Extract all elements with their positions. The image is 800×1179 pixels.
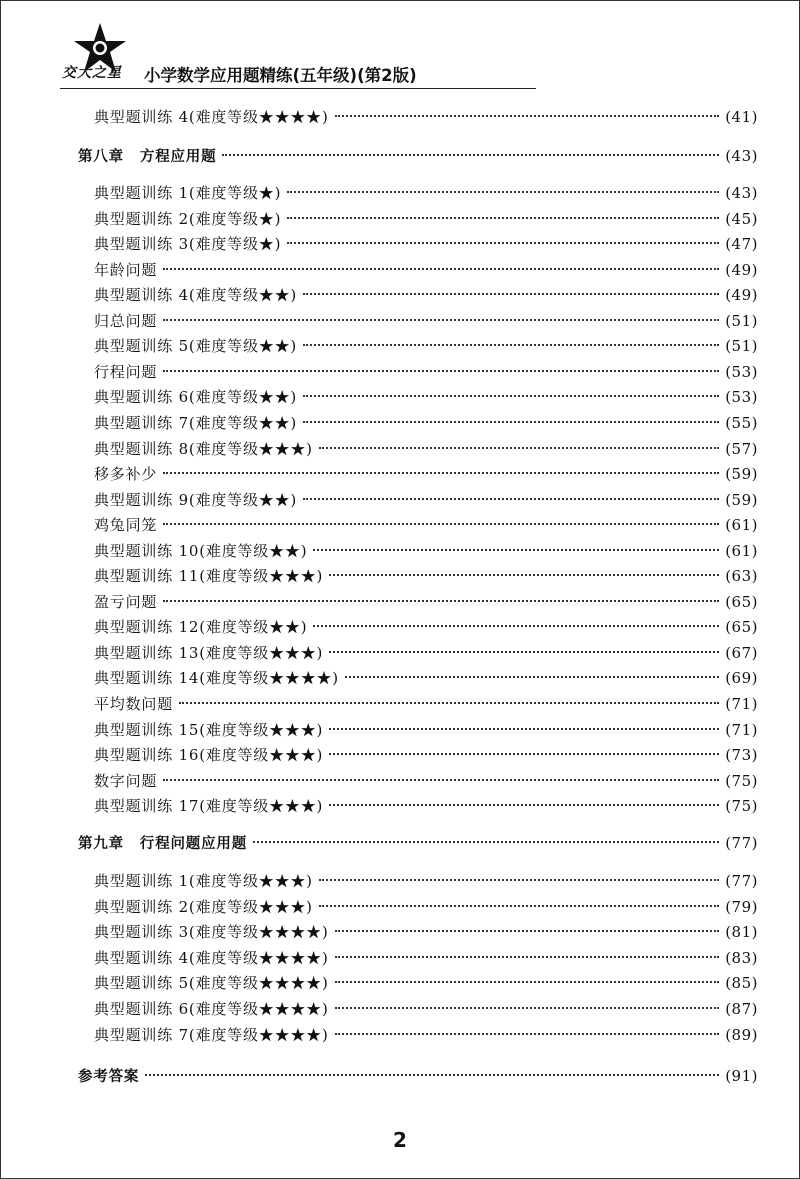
header-rule: [60, 88, 536, 89]
toc-entry[interactable]: [94, 334, 758, 358]
dot-leader: [319, 905, 719, 907]
toc-entry-label: 归总问题: [94, 311, 158, 330]
toc-entry-label: 典型题训练 3(难度等级★): [94, 235, 282, 254]
toc-entry-label: 典型题训练 1(难度等级★★★): [94, 872, 313, 890]
toc-entry-label: 典型题训练 2(难度等级★): [94, 209, 282, 228]
dot-leader: [335, 1033, 720, 1035]
toc-entry-label: 典型题训练 7(难度等级★★): [94, 413, 298, 432]
dot-leader: [303, 421, 719, 423]
page-header: [60, 14, 540, 92]
toc-entry-page: (53): [725, 362, 758, 381]
dot-leader: [335, 1007, 720, 1009]
toc-entry[interactable]: [94, 1023, 758, 1047]
toc-entry[interactable]: [94, 258, 758, 282]
dot-leader: [163, 779, 719, 781]
toc-entry[interactable]: [94, 539, 758, 563]
toc-entry-page: (85): [725, 974, 758, 993]
toc-entry-page: (59): [725, 465, 758, 484]
dot-leader: [329, 651, 719, 653]
toc-entry-page: (53): [725, 388, 758, 407]
toc-entry[interactable]: [94, 105, 758, 129]
toc-entry[interactable]: [94, 564, 758, 588]
logo-text: 交大之星: [62, 65, 122, 81]
dot-leader: [303, 498, 719, 500]
toc-entry-page: (75): [725, 797, 758, 816]
toc-entry[interactable]: [94, 488, 758, 512]
toc-entry[interactable]: [94, 769, 758, 793]
toc-entry-label: 典型题训练 3(难度等级★★★★): [94, 923, 329, 942]
toc-entry[interactable]: [94, 895, 758, 919]
toc-entry-page: (65): [725, 592, 758, 611]
dot-leader: [303, 344, 719, 346]
toc-entry-label: 典型题训练 16(难度等级★★★): [94, 746, 324, 765]
dot-leader: [163, 268, 719, 270]
toc-entry-page: (45): [725, 209, 758, 228]
toc-entry-label: 典型题训练 4(难度等级★★★★): [94, 108, 329, 126]
dot-leader: [163, 472, 719, 474]
dot-leader: [179, 702, 719, 704]
toc-entry[interactable]: [94, 615, 758, 639]
dot-leader: [329, 753, 719, 755]
toc-entry-label: 行程问题: [94, 362, 158, 381]
toc-entry-label: 典型题训练 4(难度等级★★★★): [94, 948, 329, 967]
chapter-title: 行程问题应用题: [139, 836, 248, 852]
toc-entry-label: 典型题训练 8(难度等级★★★): [94, 439, 313, 458]
toc-entry-page: (77): [725, 872, 758, 890]
toc-entry-page: (83): [725, 948, 758, 967]
toc-entry[interactable]: [94, 946, 758, 970]
chapter-number: 第八章: [78, 149, 124, 165]
toc-entry-page: (49): [725, 260, 758, 279]
dot-leader: [287, 242, 719, 244]
dot-leader: [303, 293, 719, 295]
toc-entry[interactable]: [94, 207, 758, 231]
toc-entry-label: 年龄问题: [94, 260, 158, 279]
toc-entry[interactable]: [94, 232, 758, 256]
dot-leader: [335, 115, 720, 117]
toc-entry-label: 典型题训练 5(难度等级★★): [94, 337, 298, 356]
toc-entry-label: [78, 145, 216, 169]
toc-entry-label: 典型题训练 9(难度等级★★): [94, 490, 298, 509]
toc-entry-page: (67): [725, 643, 758, 662]
dot-leader: [329, 804, 719, 806]
toc-entry-label: 典型题训练 6(难度等级★★★★): [94, 1000, 329, 1018]
toc-entry-label: 典型题训练 6(难度等级★★): [94, 388, 298, 407]
toc-chapter-8[interactable]: [78, 144, 758, 168]
toc-entry[interactable]: [94, 971, 758, 995]
toc-entry-label: 盈亏问题: [94, 592, 158, 611]
toc-entry[interactable]: [94, 590, 758, 614]
toc-entry[interactable]: [94, 309, 758, 333]
toc-entry[interactable]: [94, 411, 758, 435]
toc-entry-label: 鸡兔同笼: [94, 516, 158, 535]
toc-entry-page: (75): [725, 771, 758, 790]
toc-entry-label: 典型题训练 2(难度等级★★★): [94, 897, 313, 916]
toc-entry-label: 典型题训练 17(难度等级★★★): [94, 797, 324, 816]
toc-entry-label: 平均数问题: [94, 695, 174, 713]
toc-entry-page: (59): [725, 490, 758, 509]
toc-entry[interactable]: [94, 718, 758, 742]
toc-entry[interactable]: [94, 743, 758, 767]
toc-entry[interactable]: [94, 462, 758, 486]
chapter-title: 方程应用题: [139, 149, 217, 165]
dot-leader: [145, 1074, 719, 1076]
toc-entry-page: (65): [725, 618, 758, 637]
toc-entry[interactable]: [94, 641, 758, 665]
toc-entry-page: (91): [725, 1067, 758, 1085]
dot-leader: [287, 191, 719, 193]
toc-entry-label: 典型题训练 12(难度等级★★): [94, 618, 308, 637]
toc-entry[interactable]: [94, 283, 758, 307]
toc-entry-label: 典型题训练 15(难度等级★★★): [94, 720, 324, 739]
toc-entry-page: (69): [725, 669, 758, 688]
toc-entry-page: (77): [725, 834, 758, 852]
dot-leader: [222, 154, 719, 156]
toc-entry-page: (51): [725, 311, 758, 330]
toc-entry-label: 数字问题: [94, 771, 158, 790]
toc-entry-label: 移多补少: [94, 465, 158, 484]
toc-entry-label: 典型题训练 1(难度等级★): [94, 184, 282, 202]
toc-chapter-9[interactable]: [78, 831, 758, 855]
toc-entry[interactable]: [94, 692, 758, 716]
toc-entry-page: (47): [725, 235, 758, 254]
toc-entry-label: 典型题训练 4(难度等级★★): [94, 286, 298, 305]
dot-leader: [329, 728, 719, 730]
dot-leader: [287, 217, 719, 219]
toc-entry-page: (61): [725, 516, 758, 535]
toc-entry[interactable]: [94, 997, 758, 1021]
toc-entry-label: [78, 832, 247, 856]
toc-entry-page: (71): [725, 720, 758, 739]
toc-entry-page: (43): [725, 147, 758, 165]
toc-entry-page: (51): [725, 337, 758, 356]
toc-answers[interactable]: [78, 1064, 758, 1088]
dot-leader: [319, 879, 719, 881]
toc-entry[interactable]: [94, 437, 758, 461]
toc-entry[interactable]: [94, 385, 758, 409]
page-number: 2: [393, 1128, 407, 1152]
dot-leader: [313, 625, 719, 627]
toc-entry-label: 典型题训练 11(难度等级★★★): [94, 567, 324, 586]
toc-entry-label: 典型题训练 14(难度等级★★★★): [94, 669, 339, 688]
dot-leader: [335, 956, 720, 958]
chapter-number: 第九章: [78, 836, 124, 852]
dot-leader: [303, 395, 719, 397]
toc-entry[interactable]: [94, 513, 758, 537]
toc-entry[interactable]: [94, 181, 758, 205]
toc-entry-label: 典型题训练 7(难度等级★★★★): [94, 1025, 329, 1044]
dot-leader: [163, 319, 719, 321]
dot-leader: [329, 574, 719, 576]
toc-entry-label: 典型题训练 13(难度等级★★★): [94, 643, 324, 662]
toc-entry-page: (73): [725, 746, 758, 765]
toc-entry-page: (55): [725, 413, 758, 432]
toc-entry-page: (49): [725, 286, 758, 305]
dot-leader: [319, 447, 719, 449]
toc-entry[interactable]: [94, 794, 758, 818]
toc-entry-page: (41): [725, 108, 758, 126]
dot-leader: [163, 523, 719, 525]
dot-leader: [335, 930, 720, 932]
toc-entry-page: (61): [725, 541, 758, 560]
book-title: 小学数学应用题精练(五年级)(第2版): [144, 66, 417, 85]
dot-leader: [253, 841, 719, 843]
toc-entry[interactable]: [94, 920, 758, 944]
toc-entry-label: 参考答案: [78, 1069, 140, 1085]
toc-entry-page: (79): [725, 897, 758, 916]
dot-leader: [335, 981, 720, 983]
toc-entry-page: (63): [725, 567, 758, 586]
toc-entry-page: (43): [725, 184, 758, 202]
dot-leader: [163, 600, 719, 602]
toc-entry-page: (81): [725, 923, 758, 942]
dot-leader: [163, 370, 719, 372]
toc-entry-page: (89): [725, 1025, 758, 1044]
toc-entry[interactable]: [94, 666, 758, 690]
toc-entry-label: 典型题训练 5(难度等级★★★★): [94, 974, 329, 993]
toc-entry-page: (71): [725, 695, 758, 713]
toc-entry[interactable]: [94, 869, 758, 893]
dot-leader: [345, 676, 719, 678]
toc-entry-page: (57): [725, 439, 758, 458]
toc-entry-page: (87): [725, 1000, 758, 1018]
dot-leader: [313, 549, 719, 551]
toc-entry[interactable]: [94, 360, 758, 384]
toc-entry-label: 典型题训练 10(难度等级★★): [94, 541, 308, 560]
